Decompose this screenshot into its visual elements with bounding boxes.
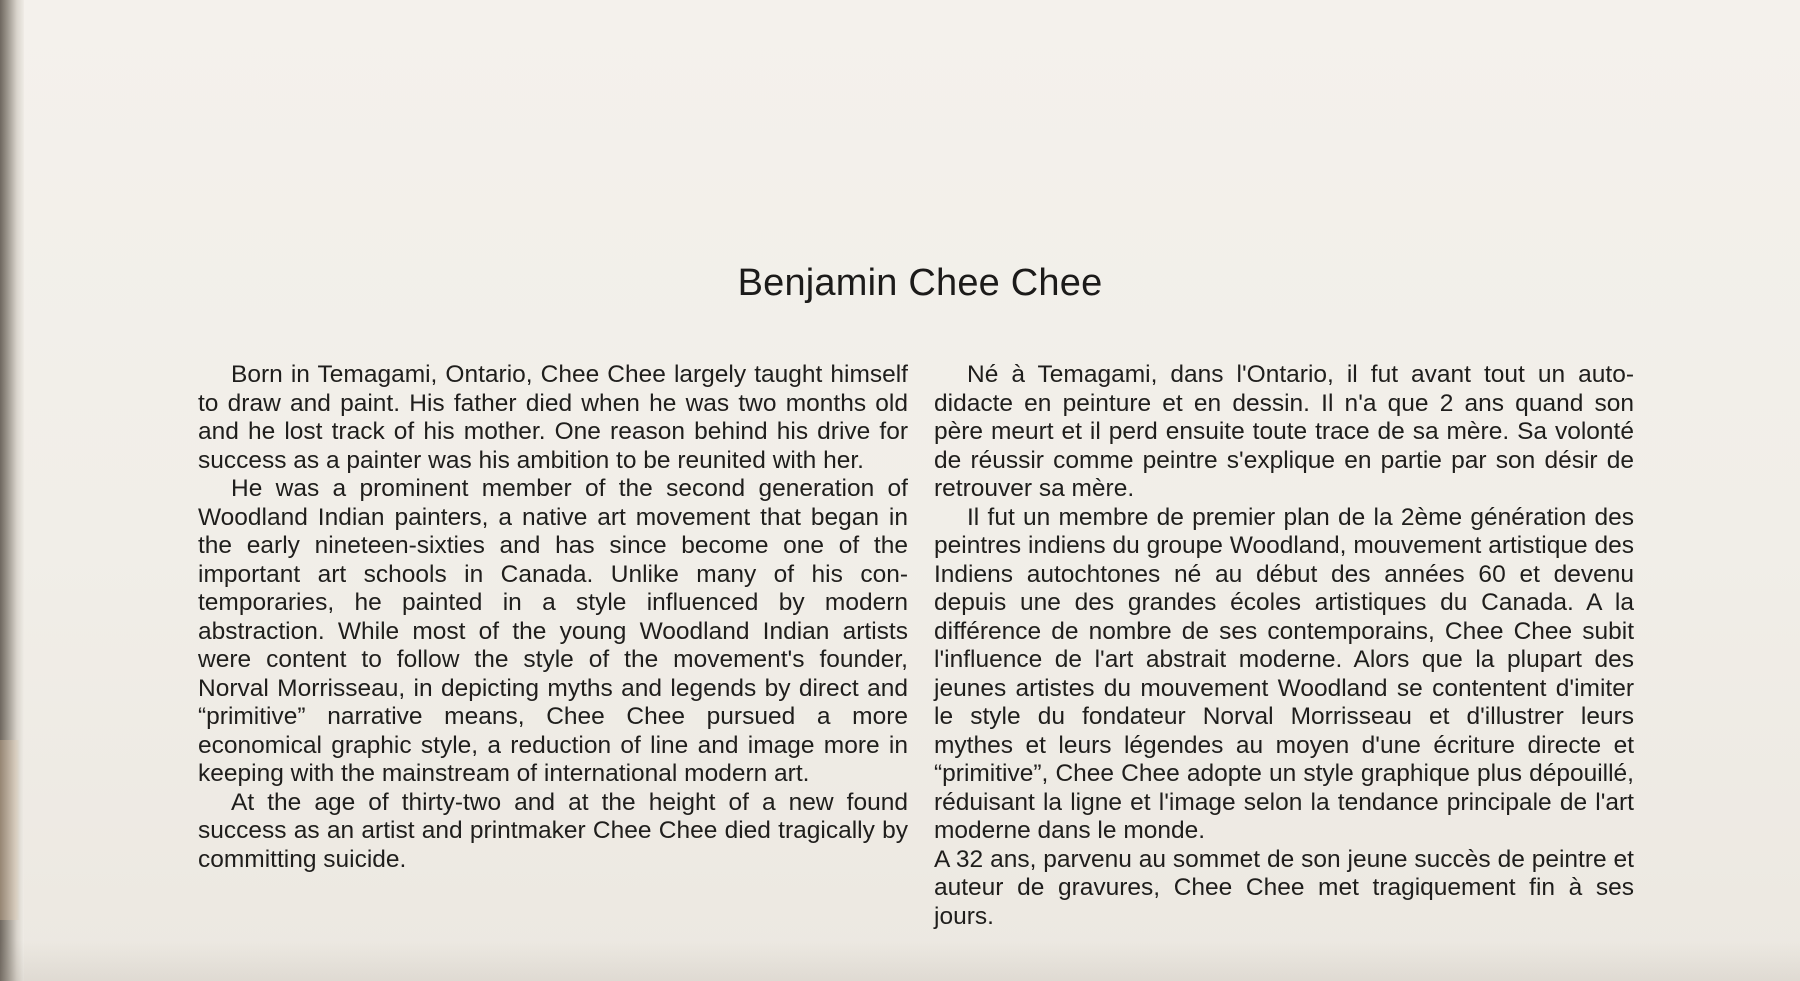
french-paragraph: Né à Temagami, dans l'Ontario, il fut avant tout un auto- didacte en peinture et en dessin. Il n'a que 2 ans quand son père meurt et il perd ensuite toute trace de sa mère. Sa volonté de réussir comme peintre s'explique en partie par son désir de retrouver sa mère. [934, 361, 1634, 502]
page-edge-wear [0, 740, 20, 920]
english-column [198, 361, 908, 874]
page-bottom-shadow [0, 940, 1800, 981]
english-paragraph: Born in Temagami, Ontario, Chee Chee largely taught himself to draw and paint. His father died when he was two months old and he lost track of his mother. One reason behind his drive for success as a painter was his ambition to be reunited with her. [198, 361, 908, 474]
english-paragraph: He was a prominent member of the second generation of Woodland Indian painters, a native art movement that began in the early nineteen-sixties and has since become one of the important art schools in Canada. Unlike many of his con- temporaries, he painted in a style influenced by modern abstraction. While most of the young Woodland Indian artists were content to follow the style of the movement's founder, Norval Morrisseau, in depicting myths and legends by direct and “primitive” narrative means, Chee Chee pursued a more economical graphic style, a reduction of line and image more in keeping with the mainstream of international modern art. [198, 475, 908, 787]
page-title: Benjamin Chee Chee [737, 262, 1103, 304]
french-paragraph: A 32 ans, parvenu au sommet de son jeune succès de peintre et auteur de gravures, Chee Chee met tragiquement fin à ses jours. [934, 845, 1634, 930]
english-paragraph: At the age of thirty-two and at the height of a new found success as an artist and printmaker Chee Chee died tragically by committing suicide. [198, 788, 908, 873]
french-column [934, 361, 1634, 931]
french-paragraph: Il fut un membre de premier plan de la 2ème génération des peintres indiens du groupe Woodland, mouvement artistique des Indiens autochtones né au début des années 60 et devenu depuis une des grandes écoles artistiques du Canada. A la différence de nombre de ses contemporains, Chee Chee subit l'influence de l'art abstrait moderne. Alors que la plupart des jeunes artistes du mouvement Woodland se contentent d'imiter le style du fondateur Norval Morrisseau et d'illustrer leurs mythes et leurs légendes au moyen d'une écriture directe et “primitive”, Chee Chee adopte un style graphique plus dépouillé, réduisant la ligne et l'image selon la tendance principale de l'art moderne dans le monde. [934, 503, 1634, 844]
